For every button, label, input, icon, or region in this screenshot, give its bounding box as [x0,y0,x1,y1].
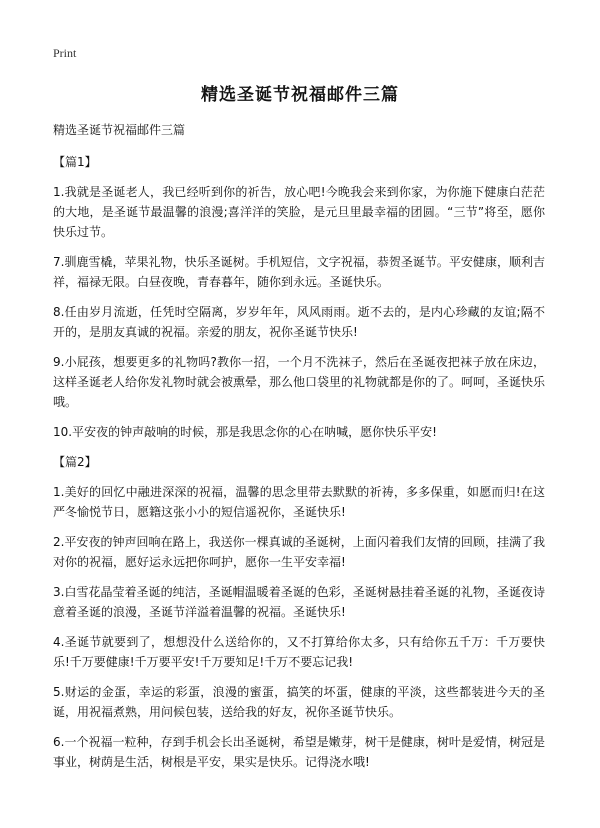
document-title: 精选圣诞节祝福邮件三篇 [201,85,399,105]
paragraph: 3.白雪花晶莹着圣诞的纯洁，圣诞帽温暖着圣诞的色彩，圣诞树悬挂着圣诞的礼物，圣诞夜诗意着圣诞的浪漫，圣诞节洋溢着温馨的祝福。圣诞快乐! [53,585,545,619]
paragraph: 4.圣诞节就要到了，想想没什么送给你的，又不打算给你太多，只有给你五千万：千万要快乐!千万要健康!千万要平安!千万要知足!千万不要忘记我! [53,635,545,669]
paragraph: 1.我就是圣诞老人，我已经听到你的祈告，放心吧!今晚我会来到你家，为你施下健康白茫茫的大地，是圣诞节最温馨的浪漫;喜洋洋的笑脸，是元旦里最幸福的团圆。“三节”将至，愿你快乐过节。 [53,185,545,239]
section-1 [53,152,545,442]
section-heading: 【篇2】 [53,455,97,469]
document-body [53,120,545,782]
paragraph: 1.美好的回忆中融进深深的祝福，温馨的思念里带去默默的祈祷，多多保重，如愿而归!在这严冬愉悦节日，愿籍这张小小的短信遥祝你，圣诞快乐! [53,485,545,519]
document-subtitle: 精选圣诞节祝福邮件三篇 [53,123,186,137]
paragraph: 8.任由岁月流逝，任凭时空隔离，岁岁年年，风风雨雨。逝不去的，是内心珍藏的友谊;隔不开的，是朋友真诚的祝福。亲爱的朋友，祝你圣诞节快乐! [53,305,545,339]
paragraph: 10.平安夜的钟声敲响的时候，那是我思念你的心在呐喊，愿你快乐平安! [53,425,437,439]
paragraph: 9.小屁孩，想要更多的礼物吗?教你一招，一个月不洗袜子，然后在圣诞夜把袜子放在床边，这样圣诞老人给你发礼物时就会被熏晕，那么他口袋里的礼物就都是你的了。呵呵，圣诞快乐哦。 [53,355,546,409]
paragraph: 6.一个祝福一粒种，存到手机会长出圣诞树，希望是嫩芽，树干是健康，树叶是爱情，树冠是事业，树荫是生活，树根是平安，果实是快乐。记得浇水哦! [53,735,545,769]
paragraph: 7.驯鹿雪橇，苹果礼物，快乐圣诞树。手机短信，文字祝福，恭贺圣诞节。平安健康，顺利吉祥，福禄无限。白昼夜晚，青春暮年，随你到永远。圣诞快乐。 [53,255,545,289]
print-link[interactable]: Print [53,46,77,60]
section-2 [53,452,545,772]
section-heading: 【篇1】 [53,155,97,169]
paragraph: 5.财运的金蛋，幸运的彩蛋，浪漫的蜜蛋，搞笑的坏蛋，健康的平淡，这些都装进今天的圣诞，用祝福煮熟，用问候包装，送给我的好友，祝你圣诞节快乐。 [53,685,545,719]
paragraph: 2.平安夜的钟声回响在路上，我送你一棵真诚的圣诞树，上面闪着我们友情的回顾，挂满了我对你的祝福，愿好运永远把你呵护，愿你一生平安幸福! [53,535,545,569]
